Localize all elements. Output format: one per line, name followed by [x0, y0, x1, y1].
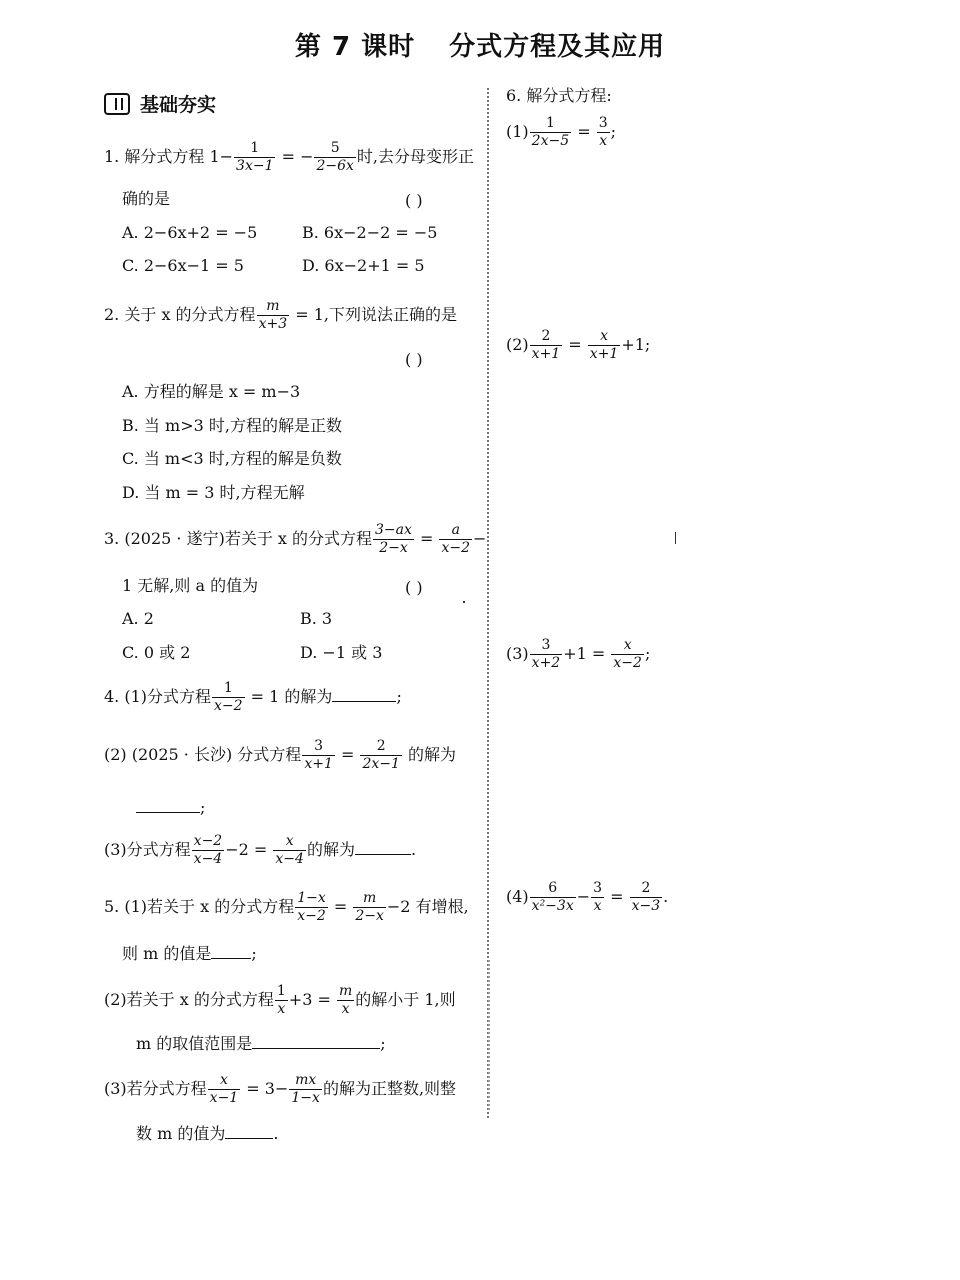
fraction-denominator: x+1 [589, 346, 619, 362]
q2-option-b: B. 当 m>3 时,方程的解是正数 [122, 416, 342, 435]
question-text: ; [644, 644, 651, 663]
column-divider-lower [488, 960, 490, 1110]
q4-p3-answer-blank[interactable] [355, 854, 411, 855]
stray-dot [463, 601, 465, 603]
q2-fraction [257, 298, 290, 333]
q4-p1-fraction [212, 680, 245, 715]
q5-part1-line2 [122, 946, 257, 962]
q4-part2 [104, 738, 456, 773]
q5-p2-fraction-2 [337, 983, 354, 1018]
question-text: (3) [506, 644, 529, 663]
q1-fraction-1 [234, 140, 275, 175]
q5-p2-answer-blank[interactable] [252, 1048, 380, 1049]
fraction-numerator: 2 [530, 328, 563, 346]
section-heading [104, 90, 216, 117]
q2-option-d: D. 当 m = 3 时,方程无解 [122, 483, 305, 502]
question-text: 4. (1)分式方程 [104, 687, 212, 706]
fraction-numerator: 3 [302, 738, 335, 756]
question-text: = [335, 745, 360, 764]
q5-part2-line2 [136, 1036, 386, 1052]
q2-answer-bracket: ( ) [405, 350, 423, 369]
question-text: = [328, 897, 353, 916]
q5-p2-fraction-1 [275, 983, 288, 1018]
fraction-denominator: x [599, 133, 608, 149]
question-text: 2. 关于 x 的分式方程 [104, 305, 256, 324]
fraction-numerator: m [338, 983, 353, 999]
question-text: = [572, 122, 596, 141]
fraction-numerator: x [611, 637, 644, 655]
q5-p3-fraction-1 [208, 1072, 241, 1107]
q6-p1-fraction-2 [597, 115, 610, 150]
q5-p1-fraction-1 [295, 890, 328, 925]
question-text: = 1,下列说法正确的是 [290, 305, 457, 324]
question-text: . [410, 840, 417, 859]
fraction-numerator: x [208, 1072, 241, 1090]
fraction-denominator: x−2 [297, 908, 326, 924]
fraction-denominator: x+1 [304, 756, 333, 772]
fraction-numerator: mx [289, 1072, 322, 1090]
q6-p2-fraction-1 [530, 328, 563, 363]
q2-stem [104, 298, 457, 333]
q6-part4 [506, 880, 668, 915]
question-text: −2 有增根, [386, 897, 469, 916]
question-text: − [473, 529, 487, 548]
question-text: 3. (2025 · 遂宁)若关于 x 的分式方程 [104, 529, 373, 548]
q1-option-d: D. 6x−2+1 = 5 [302, 256, 425, 275]
q5-p1-fraction-2 [353, 890, 386, 925]
q4-p3-fraction-2 [273, 833, 306, 868]
q5-p1-answer-blank[interactable] [211, 958, 251, 959]
q5-part3-line2 [136, 1126, 278, 1142]
fraction-denominator: x+1 [531, 346, 561, 362]
q5-part2 [104, 983, 456, 1018]
q6-p1-fraction-1 [530, 115, 571, 150]
fraction-numerator: x−2 [193, 833, 223, 849]
q4-part3 [104, 833, 416, 868]
fraction-numerator: 3 [598, 115, 608, 131]
question-text: − [576, 887, 591, 906]
fraction-denominator: x [593, 898, 602, 914]
q3-fraction-1 [373, 522, 414, 557]
fraction-denominator: x²−3x [531, 898, 574, 914]
question-text: +1 = [563, 644, 611, 663]
q3-answer-bracket: ( ) [405, 578, 423, 597]
q1-option-a: A. 2−6x+2 = −5 [122, 223, 258, 242]
fraction-numerator: 1−x [297, 890, 326, 906]
fraction-denominator: 3x−1 [236, 158, 274, 174]
q6-part1 [506, 115, 616, 150]
fraction-denominator: 2−x [379, 540, 408, 556]
fraction-denominator: x−2 [441, 540, 471, 556]
fraction-numerator: 1 [234, 140, 275, 158]
fraction-numerator: a [439, 522, 472, 540]
fraction-numerator: 1 [212, 680, 245, 698]
fraction-numerator: m [353, 890, 386, 908]
fraction-numerator: x [588, 328, 621, 346]
fraction-denominator: x+2 [531, 655, 561, 671]
q1-stem-line2: 确的是 [122, 189, 171, 208]
question-text: m 的取值范围是 [136, 1034, 253, 1053]
question-text: = [563, 335, 587, 354]
fraction-numerator: 3 [593, 880, 603, 896]
fraction-denominator: x+3 [258, 316, 288, 332]
fraction-numerator: x [273, 833, 306, 851]
question-text: 的解为正整数,则整 [322, 1079, 457, 1098]
q3-option-b: B. 3 [300, 609, 333, 628]
question-text: 则 m 的值是 [122, 944, 212, 963]
question-text: (3)分式方程 [104, 840, 191, 859]
stray-mark [675, 532, 676, 544]
q3-stem [104, 522, 486, 557]
question-text: −2 = [225, 840, 273, 859]
q4-part1 [104, 680, 402, 715]
question-text: = − [276, 147, 314, 166]
question-text: 数 m 的值为 [136, 1124, 226, 1143]
fraction-numerator: m [257, 298, 290, 316]
page-title [0, 26, 960, 63]
fraction-denominator: x−1 [209, 1090, 239, 1106]
q6-p3-fraction-1 [530, 637, 563, 672]
q6-stem: 6. 解分式方程: [506, 86, 612, 105]
question-text: ; [200, 798, 206, 817]
fraction-denominator: 2x−5 [531, 133, 570, 149]
section-title: 基础夯实 [140, 94, 217, 116]
question-text: (4) [506, 887, 529, 906]
q3-option-d: D. −1 或 3 [300, 643, 383, 662]
q6-part3 [506, 637, 650, 672]
fraction-denominator: 2−x [355, 908, 384, 924]
q1-option-c: C. 2−6x−1 = 5 [122, 256, 244, 275]
question-text: ; [251, 944, 257, 963]
q6-part2 [506, 328, 650, 363]
fraction-numerator: 5 [314, 140, 355, 158]
fraction-denominator: x [341, 1001, 350, 1017]
question-text: 1. 解分式方程 1− [104, 147, 234, 166]
fraction-denominator: 1−x [291, 1090, 320, 1106]
q2-option-a: A. 方程的解是 x = m−3 [122, 382, 301, 401]
lesson-topic: 分式方程及其应用 [449, 32, 666, 62]
fraction-numerator: 1 [276, 983, 286, 999]
question-text: 时,去分母变形正 [356, 147, 475, 166]
question-text: = [605, 887, 629, 906]
fraction-numerator: 6 [530, 880, 576, 898]
q1-option-b: B. 6x−2−2 = −5 [302, 223, 438, 242]
question-text: (1) [506, 122, 529, 141]
q2-option-c: C. 当 m<3 时,方程的解是负数 [122, 449, 342, 468]
q5-p3-answer-blank[interactable] [225, 1138, 273, 1139]
q3-stem-line2: 1 无解,则 a 的值为 [122, 576, 259, 595]
question-text: . [663, 887, 669, 906]
q3-fraction-2 [439, 522, 472, 557]
question-text: +1; [621, 335, 651, 354]
question-text: ; [396, 687, 402, 706]
fraction-denominator: x−4 [275, 851, 304, 867]
fraction-numerator: 3−ax [375, 522, 412, 538]
q3-option-a: A. 2 [122, 609, 154, 628]
q6-p4-fraction-3 [630, 880, 663, 915]
question-text: 的解为 [306, 840, 355, 859]
question-text: = 1 的解为 [245, 687, 333, 706]
fraction-denominator: x−2 [613, 655, 642, 671]
q5-part3 [104, 1072, 456, 1107]
question-text: 5. (1)若关于 x 的分式方程 [104, 897, 295, 916]
q6-p2-fraction-2 [588, 328, 621, 363]
q4-p3-fraction-1 [192, 833, 225, 868]
q4-p2-fraction-1 [302, 738, 335, 773]
fraction-numerator: 2 [630, 880, 663, 898]
q3-option-c: C. 0 或 2 [122, 643, 191, 662]
q4-p2-answer-blank[interactable] [136, 812, 200, 813]
fraction-denominator: x−4 [193, 851, 223, 867]
q6-p4-fraction-1 [530, 880, 576, 915]
fraction-denominator: 2−6x [316, 158, 354, 174]
q1-fraction-2 [314, 140, 355, 175]
question-text: (2) [506, 335, 529, 354]
q4-p1-answer-blank[interactable] [332, 701, 396, 702]
q4-p2-fraction-2 [360, 738, 401, 773]
question-text: 的解为 [402, 745, 456, 764]
q6-p3-fraction-2 [611, 637, 644, 672]
fraction-numerator: 3 [530, 637, 563, 655]
question-text: ; [610, 122, 617, 141]
fraction-denominator: 2x−1 [362, 756, 400, 772]
fraction-numerator: 1 [530, 115, 571, 133]
q5-p3-fraction-2 [289, 1072, 322, 1107]
q1-answer-bracket: ( ) [405, 191, 423, 210]
q1-stem [104, 140, 474, 175]
book-icon [104, 93, 130, 115]
question-text: . [273, 1124, 279, 1143]
question-text: ; [380, 1034, 386, 1053]
question-text: 的解小于 1,则 [355, 990, 456, 1009]
question-text: +3 = [288, 990, 336, 1009]
question-text: (2) (2025 · 长沙) 分式方程 [104, 745, 302, 764]
q5-part1 [104, 890, 469, 925]
q6-p4-fraction-2 [591, 880, 604, 915]
question-text: = 3− [241, 1079, 289, 1098]
fraction-denominator: x−3 [631, 898, 661, 914]
question-text: (3)若分式方程 [104, 1079, 207, 1098]
fraction-numerator: 2 [360, 738, 401, 756]
fraction-denominator: x−2 [214, 698, 243, 714]
question-text: = [414, 529, 439, 548]
q4-part2-answer-line [136, 800, 205, 816]
fraction-denominator: x [277, 1001, 286, 1017]
lesson-number: 第 7 课时 [294, 32, 416, 62]
question-text: (2)若关于 x 的分式方程 [104, 990, 274, 1009]
